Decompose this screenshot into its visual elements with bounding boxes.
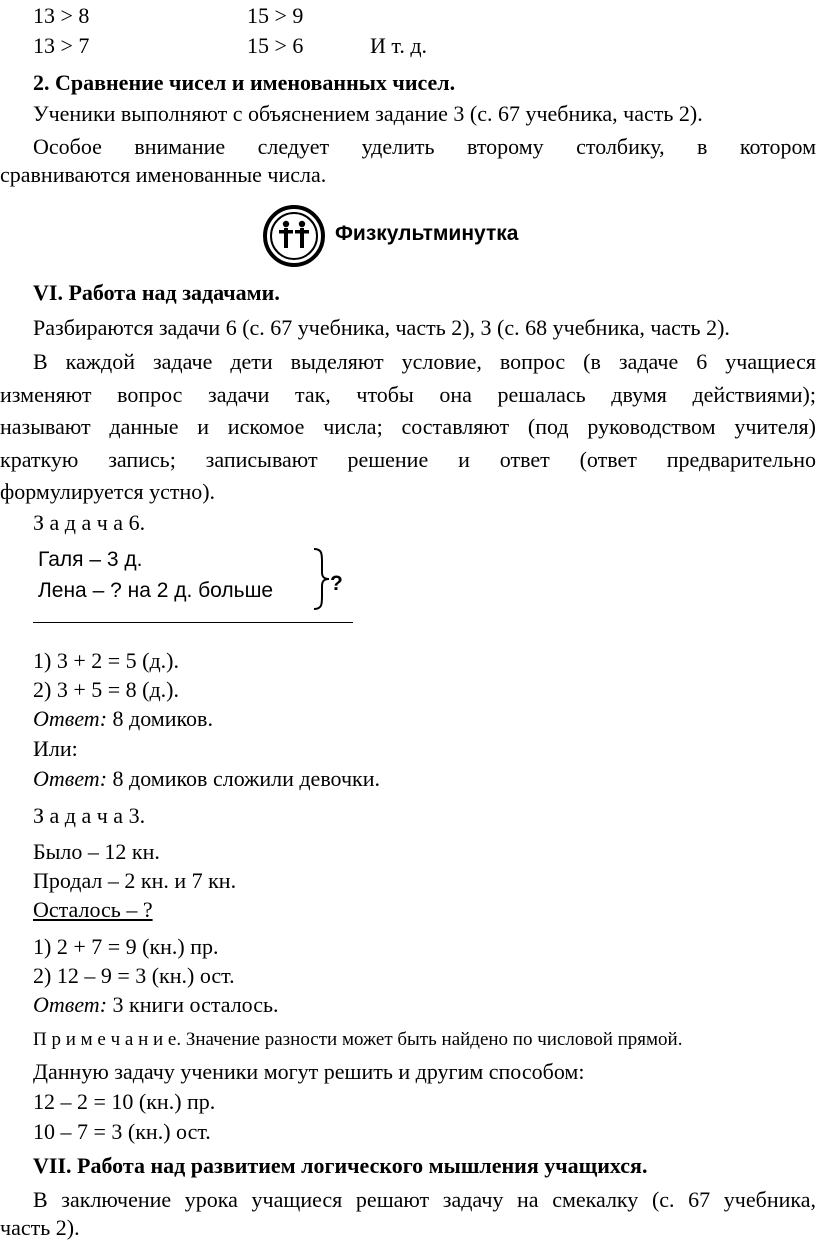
- two-people-icon: [262, 204, 326, 268]
- task3-step2: 2) 12 – 9 = 3 (кн.) ост.: [33, 963, 235, 988]
- task3-step1: 1) 2 + 7 = 9 (кн.) пр.: [33, 934, 219, 959]
- section6-p2-line4: краткую запись; записывают решение и ответ (ответ предварительно: [0, 446, 816, 472]
- section6-p2-line2: изменяют вопрос задачи так, чтобы она решалась двумя действиями);: [0, 381, 816, 407]
- task3-alt-step2: 10 – 7 = 3 (кн.) ост.: [33, 1119, 211, 1144]
- section7-p1-line2: часть 2).: [0, 1215, 80, 1240]
- task3-title: З а д а ч а 3.: [33, 803, 146, 828]
- section2-heading: 2. Сравнение чисел и именованных чисел.: [33, 70, 456, 95]
- task6-step2: 2) 3 + 5 = 8 (д.).: [33, 677, 179, 702]
- task6-scheme-line1: Галя – 3 д.: [38, 548, 143, 571]
- comparison-13-8: 13 > 8: [33, 3, 90, 28]
- task6-answer1: [33, 705, 213, 733]
- task3-line2: Продал – 2 кн. и 7 кн.: [33, 868, 237, 893]
- task3-alt-step1: 12 – 2 = 10 (кн.) пр.: [33, 1089, 216, 1114]
- task3-note: [33, 1026, 682, 1054]
- task6-title: З а д а ч а 6.: [33, 510, 146, 535]
- comparison-15-9: 15 > 9: [247, 3, 304, 28]
- section2-p2-line1: Особое внимание следует уделить второму столбику, в котором: [33, 134, 816, 159]
- answer-text: 8 домиков сложили девочки.: [107, 766, 381, 791]
- section7-heading: VII. Работа над развитием логического мышления учащихся.: [33, 1153, 648, 1178]
- task3-line1: Было – 12 кн.: [33, 839, 160, 864]
- task6-step1: 1) 3 + 2 = 5 (д.).: [33, 648, 179, 673]
- section6-paragraph1: Разбираются задачи 6 (с. 67 учебника, часть 2), 3 (с. 68 учебника, часть 2).: [33, 315, 730, 340]
- etc-text: И т. д.: [370, 33, 428, 58]
- task3-answer: [33, 991, 279, 1019]
- section7-paragraph1: [0, 1186, 816, 1242]
- scheme-divider: [33, 622, 353, 623]
- note-label: П р и м е ч а н и е.: [33, 1029, 182, 1050]
- answer-label: Ответ:: [33, 766, 108, 791]
- section2-p2-line2: сравниваются именованные числа.: [0, 162, 327, 187]
- section6-heading: VI. Работа над задачами.: [33, 280, 280, 305]
- task3-alt-intro: Данную задачу ученики могут решить и другим способом:: [33, 1059, 585, 1084]
- answer-text: 8 домиков.: [107, 706, 213, 731]
- fizkultminutka-label: Физкультминутка: [335, 222, 519, 245]
- section2-paragraph1: Ученики выполняют с объяснением задание 3 (с. 67 учебника, часть 2).: [33, 101, 703, 126]
- comparison-13-7: 13 > 7: [33, 33, 90, 58]
- section6-p2-line1: В каждой задаче дети выделяют условие, вопрос (в задаче 6 учащиеся: [33, 349, 816, 374]
- comparison-15-6: 15 > 6: [247, 33, 304, 58]
- task6-question-mark: ?: [330, 572, 343, 595]
- section6-p2-line3: называют данные и искомое числа; составляют (под руководством учителя): [0, 414, 816, 439]
- answer-label: Ответ:: [33, 992, 108, 1017]
- section6-paragraph2: [0, 346, 816, 509]
- task3-line3: Осталось – ?: [33, 897, 153, 922]
- task6-answer2: [33, 765, 380, 793]
- section6-p2-line5: формулируется устно).: [0, 479, 216, 504]
- answer-label: Ответ:: [33, 706, 108, 731]
- section2-paragraph2: [0, 133, 816, 189]
- answer-text: 3 книги осталось.: [107, 992, 279, 1017]
- task6-or: Или:: [33, 736, 78, 761]
- task6-scheme-line2: Лена – ? на 2 д. больше: [38, 579, 274, 602]
- note-text: Значение разности может быть найдено по числовой прямой.: [181, 1029, 683, 1050]
- section7-p1-line1: В заключение урока учащиеся решают задачу на смекалку (с. 67 учебника,: [33, 1187, 816, 1212]
